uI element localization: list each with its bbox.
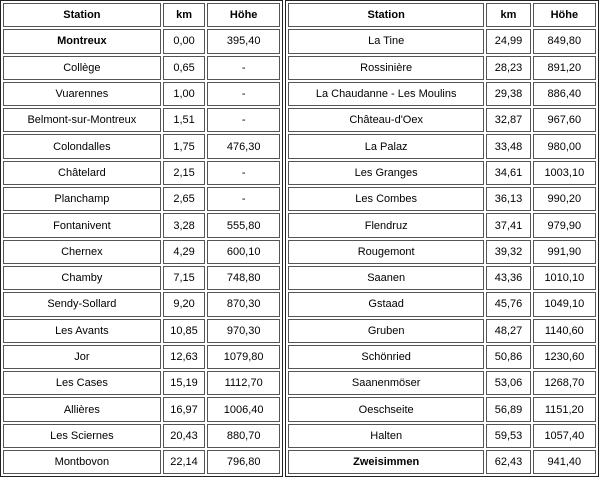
- station-cell: Belmont-sur-Montreux: [3, 108, 161, 132]
- station-cell: Rougemont: [288, 240, 484, 264]
- km-cell: 1,00: [163, 82, 206, 106]
- km-cell: 3,28: [163, 213, 206, 237]
- table-row: [3, 56, 280, 80]
- station-cell: Collège: [3, 56, 161, 80]
- hoehe-cell: 941,40: [533, 450, 596, 474]
- station-cell: Les Sciernes: [3, 424, 161, 448]
- table-row: [3, 292, 280, 316]
- hoehe-cell: 555,80: [207, 213, 280, 237]
- table-row: [288, 240, 596, 264]
- table-row: [288, 424, 596, 448]
- km-cell: 53,06: [486, 371, 530, 395]
- hoehe-cell: 1151,20: [533, 397, 596, 421]
- station-table-left-body: [3, 29, 280, 474]
- table-row: [3, 29, 280, 53]
- hoehe-cell: 1003,10: [533, 161, 596, 185]
- hoehe-cell: 880,70: [207, 424, 280, 448]
- table-row: [288, 161, 596, 185]
- table-row: [3, 345, 280, 369]
- station-cell: Les Combes: [288, 187, 484, 211]
- km-cell: 16,97: [163, 397, 206, 421]
- km-cell: 2,15: [163, 161, 206, 185]
- station-cell: Fontanivent: [3, 213, 161, 237]
- km-cell: 7,15: [163, 266, 206, 290]
- table-row: [3, 371, 280, 395]
- hoehe-cell: 395,40: [207, 29, 280, 53]
- station-cell: Chamby: [3, 266, 161, 290]
- station-cell: Vuarennes: [3, 82, 161, 106]
- hoehe-cell: 967,60: [533, 108, 596, 132]
- station-cell: Les Granges: [288, 161, 484, 185]
- column-header-km: km: [163, 3, 206, 27]
- station-cell: Saanenmöser: [288, 371, 484, 395]
- station-table-right-body: [288, 29, 596, 474]
- km-cell: 28,23: [486, 56, 530, 80]
- km-cell: 2,65: [163, 187, 206, 211]
- table-row: [3, 82, 280, 106]
- km-cell: 32,87: [486, 108, 530, 132]
- column-header-station: Station: [3, 3, 161, 27]
- table-row: [288, 56, 596, 80]
- km-cell: 1,75: [163, 134, 206, 158]
- hoehe-cell: 891,20: [533, 56, 596, 80]
- km-cell: 15,19: [163, 371, 206, 395]
- hoehe-cell: 1268,70: [533, 371, 596, 395]
- table-row: [3, 266, 280, 290]
- hoehe-cell: 1230,60: [533, 345, 596, 369]
- station-table-left: [0, 0, 283, 477]
- hoehe-cell: 886,40: [533, 82, 596, 106]
- station-cell: Montbovon: [3, 450, 161, 474]
- km-cell: 1,51: [163, 108, 206, 132]
- km-cell: 33,48: [486, 134, 530, 158]
- hoehe-cell: -: [207, 161, 280, 185]
- table-row: [3, 213, 280, 237]
- hoehe-cell: 1010,10: [533, 266, 596, 290]
- hoehe-cell: 1049,10: [533, 292, 596, 316]
- station-cell: Halten: [288, 424, 484, 448]
- hoehe-cell: 796,80: [207, 450, 280, 474]
- table-row: [3, 161, 280, 185]
- table-row: [288, 187, 596, 211]
- hoehe-cell: 849,80: [533, 29, 596, 53]
- hoehe-cell: -: [207, 82, 280, 106]
- km-cell: 4,29: [163, 240, 206, 264]
- km-cell: 10,85: [163, 319, 206, 343]
- table-row: [3, 319, 280, 343]
- hoehe-cell: -: [207, 108, 280, 132]
- hoehe-cell: 870,30: [207, 292, 280, 316]
- station-cell: La Palaz: [288, 134, 484, 158]
- table-row: [288, 319, 596, 343]
- table-row: [288, 134, 596, 158]
- km-cell: 59,53: [486, 424, 530, 448]
- station-cell: Montreux: [3, 29, 161, 53]
- station-cell: La Tine: [288, 29, 484, 53]
- station-cell: Château-d'Oex: [288, 108, 484, 132]
- hoehe-cell: -: [207, 56, 280, 80]
- km-cell: 62,43: [486, 450, 530, 474]
- station-cell: Schönried: [288, 345, 484, 369]
- hoehe-cell: 1079,80: [207, 345, 280, 369]
- table-row: [288, 108, 596, 132]
- table-row: [3, 397, 280, 421]
- table-row: [288, 450, 596, 474]
- table-row: [288, 29, 596, 53]
- hoehe-cell: 991,90: [533, 240, 596, 264]
- hoehe-cell: 970,30: [207, 319, 280, 343]
- km-cell: 50,86: [486, 345, 530, 369]
- column-header-hoehe: Höhe: [533, 3, 596, 27]
- km-cell: 37,41: [486, 213, 530, 237]
- hoehe-cell: 1140,60: [533, 319, 596, 343]
- station-cell: Châtelard: [3, 161, 161, 185]
- km-cell: 56,89: [486, 397, 530, 421]
- header-row: [288, 3, 596, 27]
- station-table-right: [285, 0, 599, 477]
- table-row: [288, 371, 596, 395]
- km-cell: 20,43: [163, 424, 206, 448]
- table-row: [288, 213, 596, 237]
- table-row: [288, 82, 596, 106]
- hoehe-cell: 1057,40: [533, 424, 596, 448]
- station-cell: Sendy-Sollard: [3, 292, 161, 316]
- km-cell: 24,99: [486, 29, 530, 53]
- table-row: [3, 134, 280, 158]
- table-row: [3, 424, 280, 448]
- table-row: [3, 108, 280, 132]
- column-header-station: Station: [288, 3, 484, 27]
- km-cell: 12,63: [163, 345, 206, 369]
- hoehe-cell: 1006,40: [207, 397, 280, 421]
- station-cell: Oeschseite: [288, 397, 484, 421]
- table-row: [288, 266, 596, 290]
- table-row: [3, 187, 280, 211]
- km-cell: 34,61: [486, 161, 530, 185]
- hoehe-cell: -: [207, 187, 280, 211]
- km-cell: 45,76: [486, 292, 530, 316]
- km-cell: 29,38: [486, 82, 530, 106]
- column-header-km: km: [486, 3, 530, 27]
- station-cell: Chernex: [3, 240, 161, 264]
- hoehe-cell: 600,10: [207, 240, 280, 264]
- station-cell: La Chaudanne - Les Moulins: [288, 82, 484, 106]
- column-header-hoehe: Höhe: [207, 3, 280, 27]
- km-cell: 48,27: [486, 319, 530, 343]
- hoehe-cell: 748,80: [207, 266, 280, 290]
- km-cell: 0,00: [163, 29, 206, 53]
- station-cell: Saanen: [288, 266, 484, 290]
- station-cell: Gruben: [288, 319, 484, 343]
- table-row: [3, 450, 280, 474]
- station-cell: Jor: [3, 345, 161, 369]
- station-cell: Colondalles: [3, 134, 161, 158]
- station-cell: Zweisimmen: [288, 450, 484, 474]
- table-row: [288, 345, 596, 369]
- table-row: [288, 292, 596, 316]
- table-row: [3, 240, 280, 264]
- station-cell: Flendruz: [288, 213, 484, 237]
- hoehe-cell: 980,00: [533, 134, 596, 158]
- station-cell: Rossinière: [288, 56, 484, 80]
- hoehe-cell: 990,20: [533, 187, 596, 211]
- station-cell: Planchamp: [3, 187, 161, 211]
- km-cell: 0,65: [163, 56, 206, 80]
- km-cell: 36,13: [486, 187, 530, 211]
- hoehe-cell: 979,90: [533, 213, 596, 237]
- station-cell: Les Avants: [3, 319, 161, 343]
- header-row: [3, 3, 280, 27]
- hoehe-cell: 476,30: [207, 134, 280, 158]
- km-cell: 9,20: [163, 292, 206, 316]
- station-cell: Allières: [3, 397, 161, 421]
- hoehe-cell: 1112,70: [207, 371, 280, 395]
- km-cell: 39,32: [486, 240, 530, 264]
- table-row: [288, 397, 596, 421]
- station-cell: Gstaad: [288, 292, 484, 316]
- km-cell: 22,14: [163, 450, 206, 474]
- station-cell: Les Cases: [3, 371, 161, 395]
- km-cell: 43,36: [486, 266, 530, 290]
